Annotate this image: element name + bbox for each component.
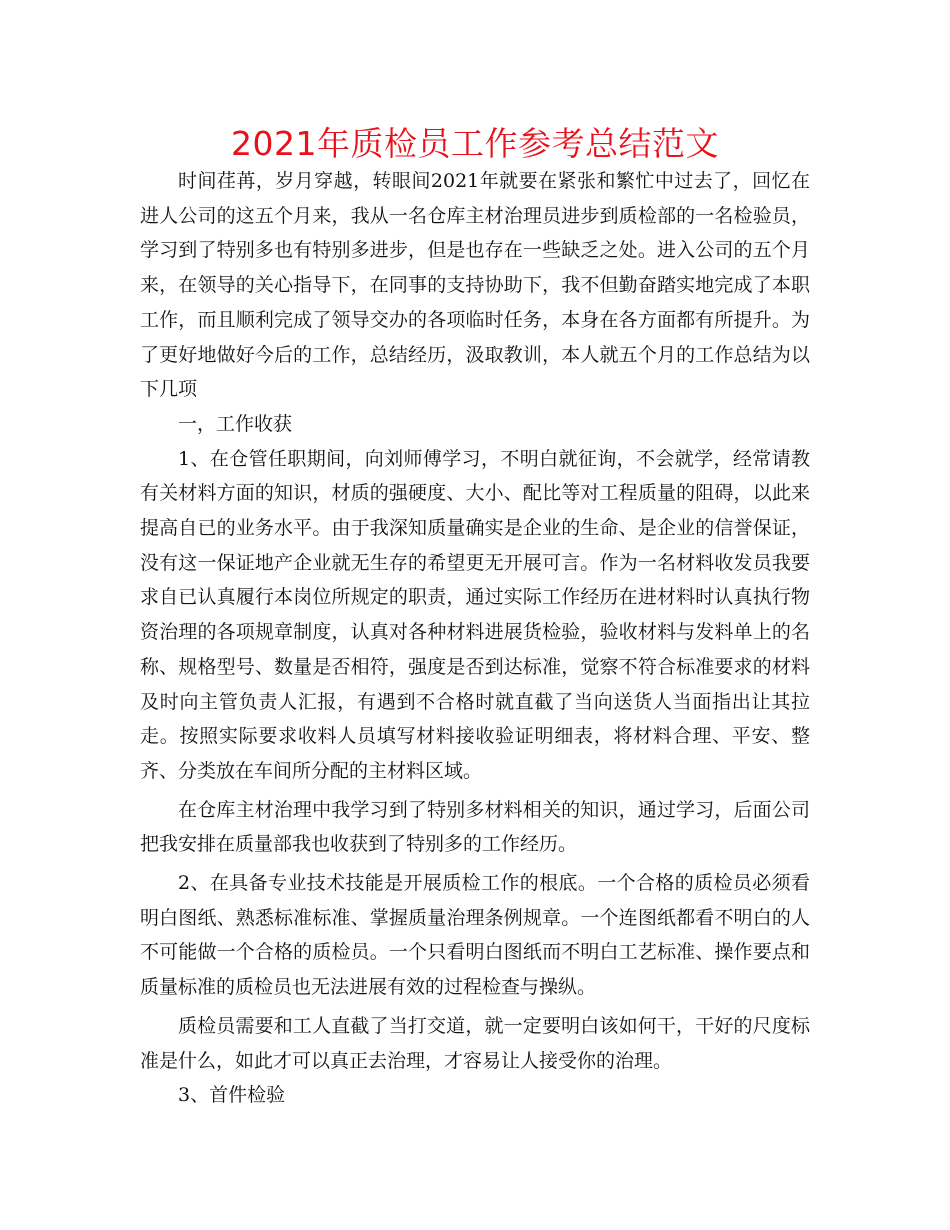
- section-heading-first-inspection: 3、首件检验: [178, 1084, 286, 1107]
- document-title: 2021年质检员工作参考总结范文: [231, 124, 719, 163]
- paragraph-item-2: 2、在具备专业技术技能是开展质检工作的根底。一个合格的质检员必须看明白图纸、熟悉标准标准、掌握质量治理条例规章。一个连图纸都看不明白的人不可能做一个合格的质检员。一个只看明白图纸而不明白工艺标准、操作要点和质量标准的质检员也无法进展有效的过程检查与操纵。: [140, 872, 810, 999]
- paragraph-item-1: 1、在仓管任职期间，向刘师傅学习，不明白就征询，不会就学，经常请教有关材料方面的知识，材质的强硬度、大小、配比等对工程质量的阻碍，以此来提高自已的业务水平。由于我深知质量确实是企业的生命、是企业的信誉保证，没有这一保证地产企业就无生存的希望更无开展可言。作为一名材料收发员我要求自已认真履行本岗位所规定的职责，通过实际工作经历在进材料时认真执行物资治理的各项规章制度，认真对各种材料进展货检验，验收材料与发料单上的名称、规格型号、数量是否相符，强度是否到达标准，觉察不符合标准要求的材料及时向主管负责人汇报，有遇到不合格时就直截了当向送货人当面指出让其拉走。按照实际要求收料人员填写材料接收验证明细表，将材料合理、平安、整齐、分类放在车间所分配的主材料区域。: [140, 447, 810, 782]
- paragraph-intro: 时间荏苒，岁月穿越，转眼间2021年就要在紧张和繁忙中过去了，回忆在进人公司的这五个月来，我从一名仓库主材治理员进步到质检部的一名检验员，学习到了特别多也有特别多进步，但是也存在一些缺乏之处。进入公司的五个月来，在领导的关心指导下，在同事的支持协助下，我不但勤奋踏实地完成了本职工作，而且顺利完成了领导交办的各项临时任务，本身在各方面都有所提升。为了更好地做好今后的工作，总结经历，汲取教训，本人就五个月的工作总结为以下几项: [140, 170, 810, 401]
- document-body: [140, 164, 810, 1113]
- section-heading-work-harvest: 一，工作收获: [178, 412, 293, 435]
- paragraph-warehouse: 在仓库主材治理中我学习到了特别多材料相关的知识，通过学习，后面公司把我安排在质量部我也收获到了特别多的工作经历。: [140, 798, 810, 856]
- paragraph-inspector: 质检员需要和工人直截了当打交道，就一定要明白该如何干，干好的尺度标准是什么，如此才可以真正去治理，才容易让人接受你的治理。: [140, 1014, 810, 1072]
